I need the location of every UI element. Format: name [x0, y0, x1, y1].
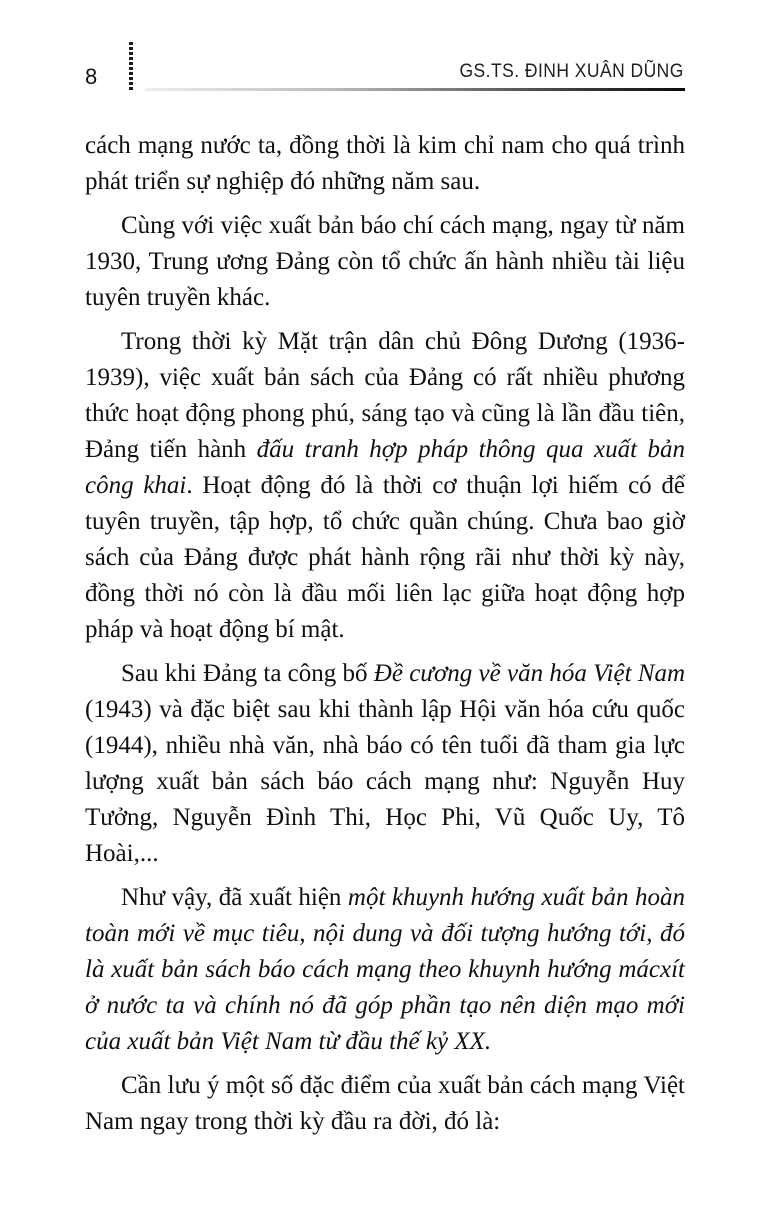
header-rule — [145, 88, 685, 91]
paragraph — [85, 208, 685, 316]
paragraph — [85, 128, 685, 200]
header-divider-bar — [129, 42, 133, 92]
running-header-author: GS.TS. ĐINH XUÂN DŨNG — [459, 61, 684, 82]
italic-run: đấu tranh hợp pháp thông qua xuất bản công khai — [85, 436, 686, 499]
paragraph — [85, 324, 685, 648]
paragraph — [85, 1068, 685, 1140]
text-run: Cần lưu ý một số đặc điểm của xuất bản cách mạng Việt Nam ngay trong thời kỳ đầu ra đời, đó là: — [85, 1072, 685, 1135]
text-run: Trong thời kỳ Mặt trận dân chủ Đông Dương (1936-1939), việc xuất bản sách của Đảng có rất nhiều phương thức hoạt động phong phú, sáng tạo và cũng là lần đầu tiên, Đảng tiến hành — [85, 328, 685, 463]
italic-run: một khuynh hướng xuất bản hoàn toàn mới về mục tiêu, nội dung và đối tượng hướng tới, đó là xuất bản sách báo cách mạng theo khuynh hướng mácxít ở nước ta và chính nó đã góp phần tạo nên diện mạo mới của xuất bản Việt Nam từ đầu thế kỷ XX. — [85, 884, 685, 1055]
text-run: Cùng với việc xuất bản báo chí cách mạng, ngay từ năm 1930, Trung ương Đảng còn tổ chức ấn hành nhiều tài liệu tuyên truyền khác. — [85, 212, 685, 311]
italic-run: Đề cương về văn hóa Việt Nam — [373, 660, 685, 687]
text-run: cách mạng nước ta, đồng thời là kim chỉ nam cho quá trình phát triển sự nghiệp đó những năm sau. — [85, 132, 685, 195]
paragraph — [85, 880, 685, 1060]
text-run: Như vậy, đã xuất hiện — [121, 884, 348, 911]
text-run: . Hoạt động đó là thời cơ thuận lợi hiếm có để tuyên truyền, tập hợp, tổ chức quần chúng. Chưa bao giờ sách của Đảng được phát hành rộng rãi như thời kỳ này, đồng thời nó còn là đầu mối liên lạc giữa hoạt động hợp pháp và hoạt động bí mật. — [85, 472, 686, 643]
text-run: (1943) và đặc biệt sau khi thành lập Hội văn hóa cứu quốc (1944), nhiều nhà văn, nhà báo có tên tuổi đã tham gia lực lượng xuất bản sách báo cách mạng như: Nguyễn Huy Tưởng, Nguyễn Đình Thi, Học Phi, Vũ Quốc Uy, Tô Hoài,... — [85, 696, 685, 867]
text-run: Sau khi Đảng ta công bố — [121, 660, 374, 687]
text-block — [85, 128, 685, 1148]
page-number: 8 — [85, 64, 98, 89]
paragraph — [85, 656, 685, 872]
